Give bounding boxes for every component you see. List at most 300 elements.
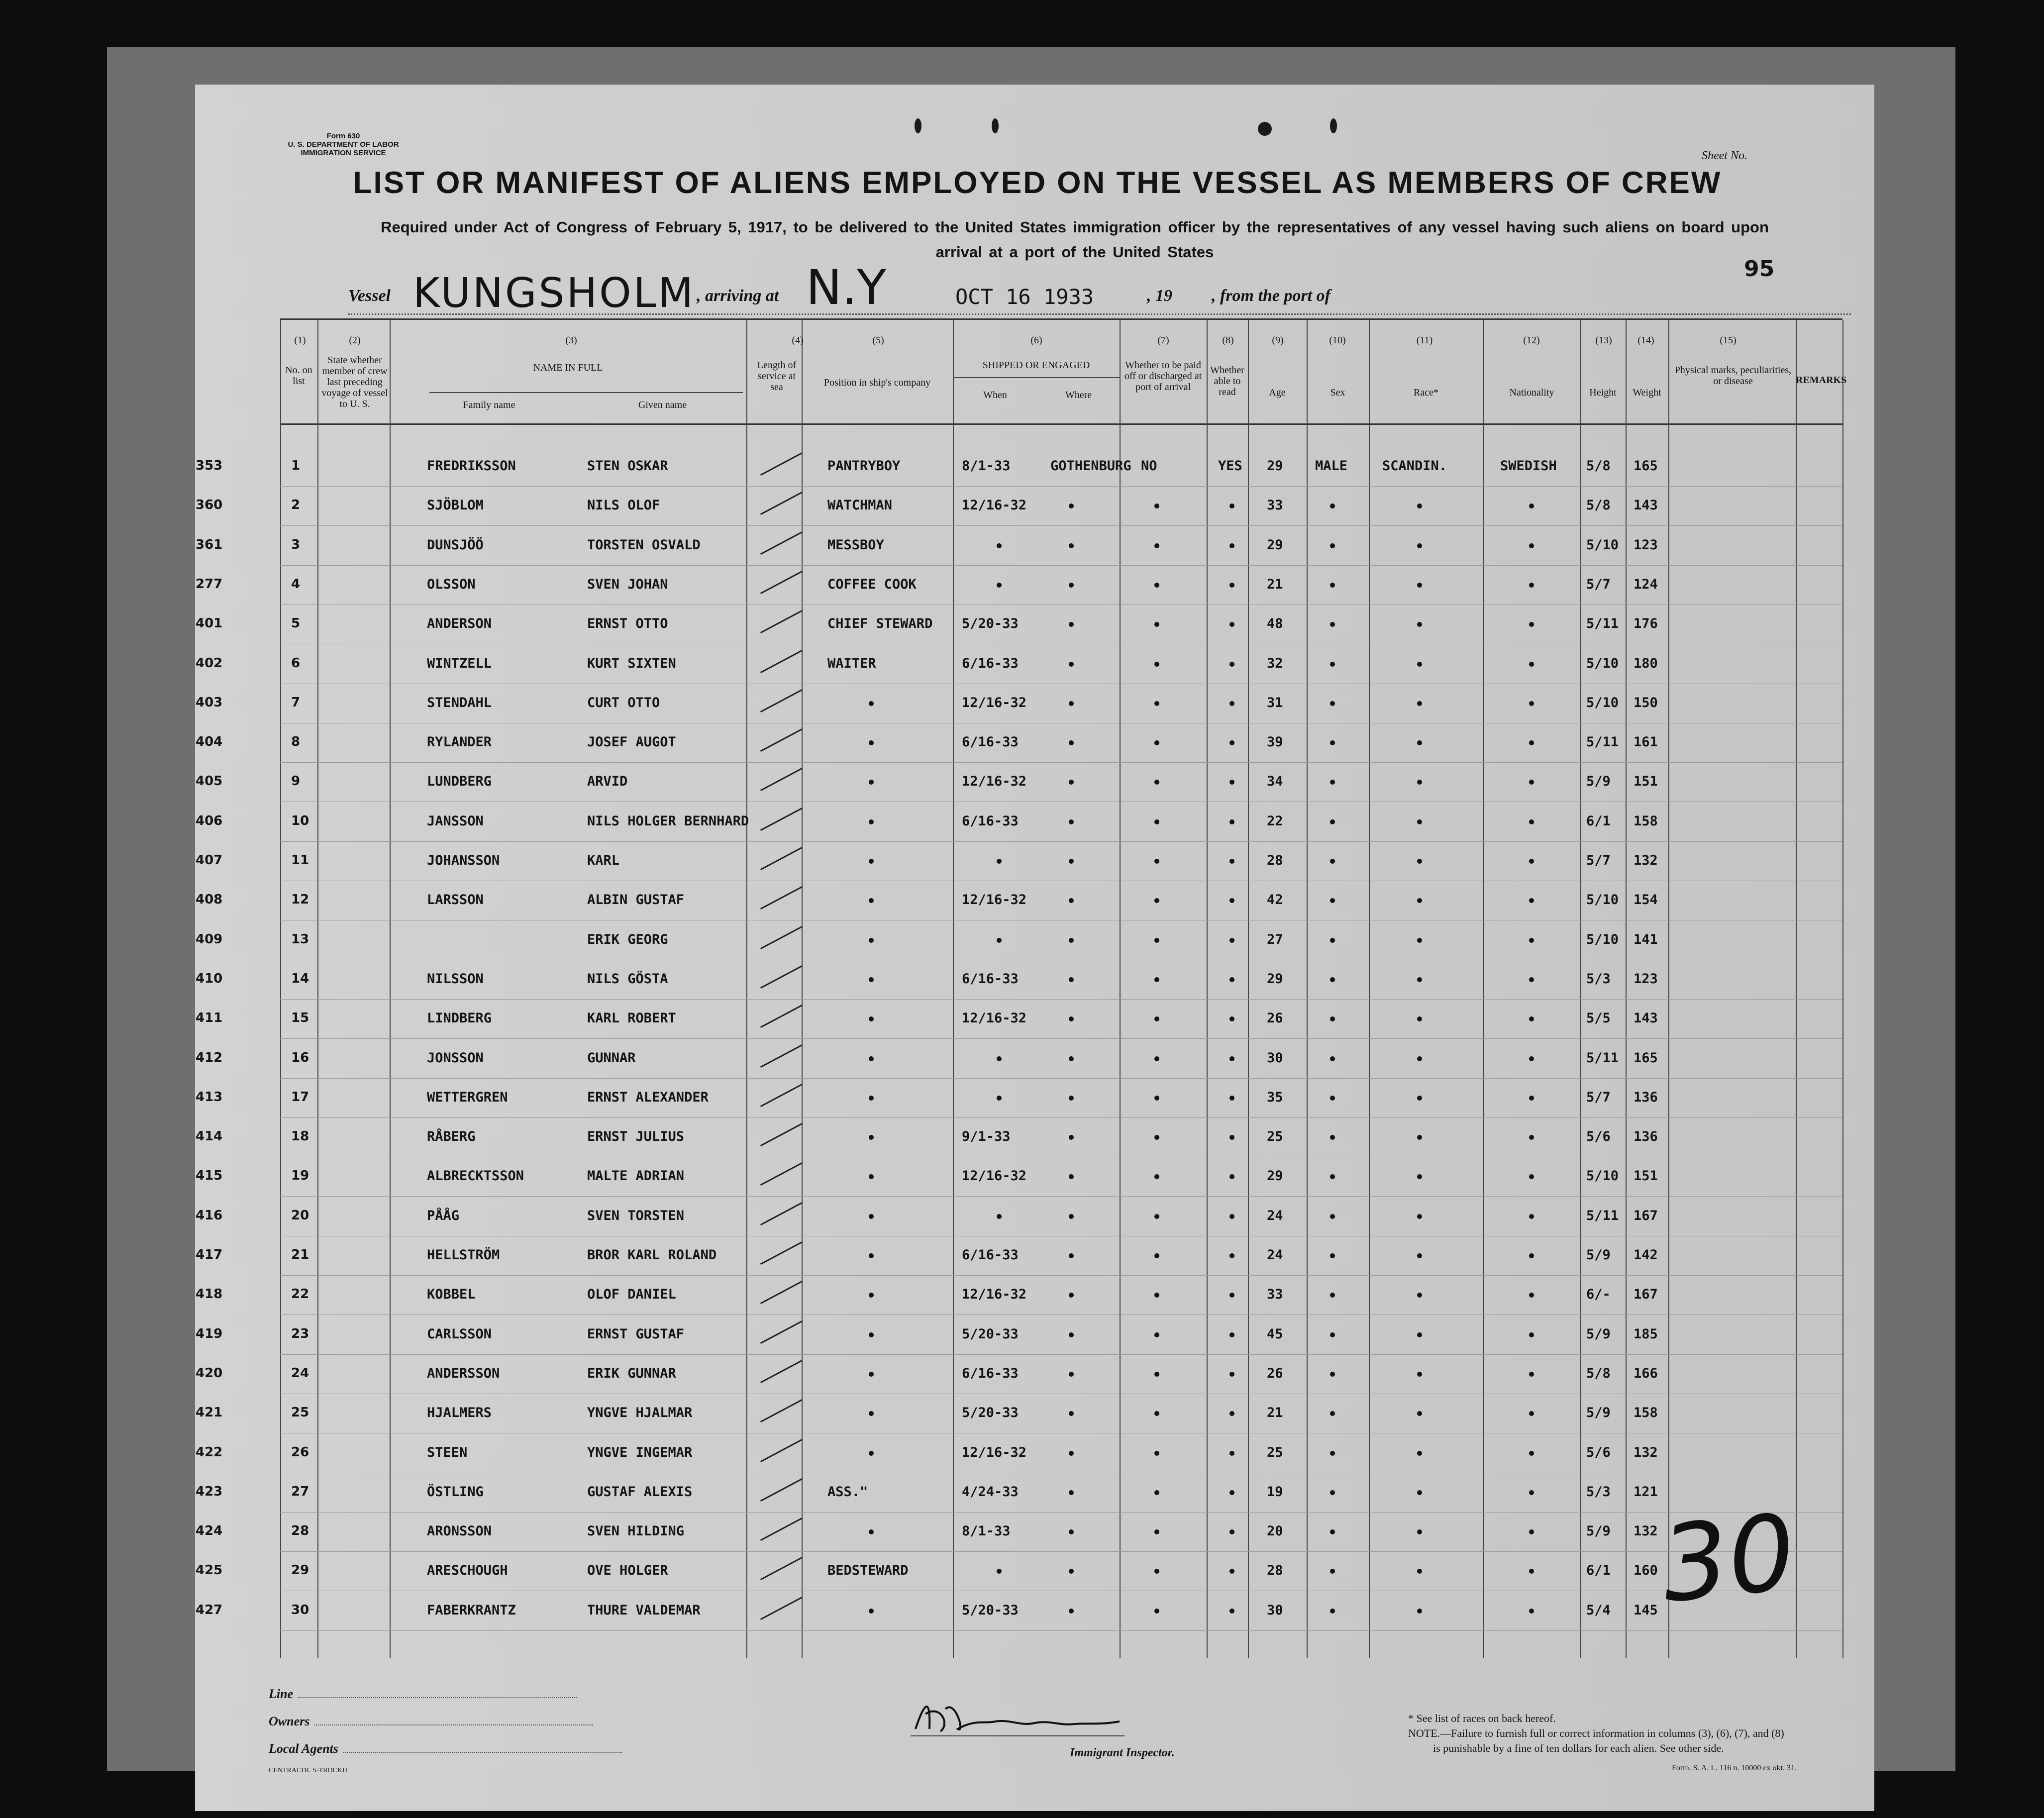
cell-when: 12/16-32 — [962, 498, 1027, 513]
cell-given: ERIK GEORG — [587, 931, 668, 947]
cell-left: 402 — [196, 655, 223, 671]
header-nationality: Nationality — [1509, 387, 1554, 398]
cell-left: 277 — [196, 576, 223, 592]
ditto-mark — [1529, 938, 1534, 943]
ditto-mark — [869, 1451, 874, 1456]
ditto-mark — [1154, 859, 1159, 864]
cell-age: 39 — [1267, 734, 1283, 750]
ditto-mark — [1417, 1451, 1422, 1456]
cell-family: HELLSTRÖM — [427, 1247, 500, 1263]
header-given-name: Given name — [638, 400, 687, 410]
ditto-mark — [869, 1214, 874, 1219]
ditto-mark — [1229, 1609, 1234, 1614]
col-num-15: (15) — [1720, 335, 1737, 346]
ditto-mark — [1069, 1490, 1074, 1495]
cell-weight: 151 — [1634, 774, 1658, 790]
ditto-mark — [1529, 1372, 1534, 1377]
ditto-mark — [1417, 859, 1422, 864]
ditto-mark — [1417, 1529, 1422, 1534]
cell-left: 419 — [196, 1326, 223, 1341]
service-check-mark — [760, 965, 803, 989]
cell-line: 8 — [291, 734, 301, 750]
ditto-mark — [869, 1411, 874, 1416]
cell-line: 19 — [291, 1168, 309, 1184]
cell-when: 5/20-33 — [962, 1326, 1019, 1342]
cell-left: 361 — [196, 537, 223, 552]
ditto-mark — [1330, 1490, 1335, 1495]
cell-position: COFFEE COOK — [827, 576, 917, 592]
ditto-mark — [1330, 898, 1335, 903]
cell-given: CURT OTTO — [587, 695, 660, 710]
ditto-mark — [1069, 1135, 1074, 1140]
cell-when: 6/16-33 — [962, 813, 1019, 829]
cell-line: 27 — [291, 1484, 309, 1499]
ditto-mark — [869, 1372, 874, 1377]
ditto-mark — [1154, 1451, 1159, 1456]
cell-family: SJÖBLOM — [427, 498, 484, 513]
cell-age: 26 — [1267, 1010, 1283, 1026]
cell-family: JOHANSSON — [427, 853, 500, 868]
cell-line: 30 — [291, 1602, 309, 1617]
header-race: Race* — [1414, 387, 1438, 398]
service-check-mark — [760, 1438, 803, 1462]
cell-line: 20 — [291, 1208, 309, 1223]
ditto-mark — [1330, 819, 1335, 824]
cell-weight: 165 — [1634, 1050, 1658, 1066]
row-rule — [280, 1551, 1842, 1552]
cell-nat: SWEDISH — [1500, 458, 1557, 474]
cell-weight: 176 — [1634, 616, 1658, 632]
cell-given: ERIK GUNNAR — [587, 1365, 676, 1381]
service-check-mark — [760, 1399, 803, 1422]
service-check-mark — [760, 1281, 803, 1304]
ditto-mark — [1229, 701, 1234, 706]
cell-line: 24 — [291, 1365, 309, 1381]
footnote-fine: is punishable by a fine of ten dollars for each alien. See other side. — [1433, 1742, 1724, 1754]
cell-line: 9 — [291, 774, 301, 789]
cell-weight: 160 — [1634, 1563, 1658, 1579]
col-num-11: (11) — [1416, 335, 1433, 346]
ditto-mark — [869, 1609, 874, 1614]
col-num-4: (4) — [792, 335, 804, 346]
cell-line: 17 — [291, 1089, 309, 1105]
ditto-mark — [1330, 1609, 1335, 1614]
cell-given: ERNST OTTO — [587, 616, 668, 632]
service-check-mark — [760, 1478, 803, 1502]
ditto-mark — [1154, 1253, 1159, 1258]
ditto-mark — [1417, 740, 1422, 745]
cell-age: 31 — [1267, 695, 1283, 710]
cell-weight: 143 — [1634, 498, 1658, 513]
ditto-mark — [1417, 1293, 1422, 1298]
ditto-mark — [1229, 583, 1234, 588]
service-check-mark — [760, 1005, 803, 1028]
ditto-mark — [869, 898, 874, 903]
cell-line: 28 — [291, 1523, 309, 1539]
ditto-mark — [1330, 504, 1335, 508]
ditto-mark — [1154, 1569, 1159, 1574]
cell-race: SCANDIN. — [1382, 458, 1447, 474]
ditto-mark — [1417, 1016, 1422, 1021]
service-check-mark — [760, 886, 803, 909]
ditto-mark — [1330, 622, 1335, 627]
ditto-mark — [997, 1056, 1002, 1061]
ditto-mark — [997, 938, 1002, 943]
ditto-mark — [1154, 662, 1159, 667]
cell-height: 5/9 — [1586, 1405, 1611, 1421]
col-num-12: (12) — [1523, 335, 1540, 346]
ditto-mark — [1330, 1372, 1335, 1377]
cell-family: PÅÅG — [427, 1208, 460, 1223]
ditto-mark — [1417, 1490, 1422, 1495]
ditto-mark — [1229, 1096, 1234, 1101]
cell-given: ERNST JULIUS — [587, 1129, 685, 1145]
cell-line: 12 — [291, 892, 309, 908]
ditto-mark — [1529, 1490, 1534, 1495]
cell-left: 408 — [196, 892, 223, 908]
ditto-mark — [869, 740, 874, 745]
row-rule — [280, 1275, 1842, 1276]
cell-left: 421 — [196, 1405, 223, 1420]
cell-height: 5/9 — [1586, 1326, 1611, 1342]
punch-hole — [1330, 118, 1337, 133]
ditto-mark — [1154, 1056, 1159, 1061]
ditto-mark — [1330, 1332, 1335, 1337]
cell-left: 422 — [196, 1444, 223, 1460]
ditto-mark — [869, 1293, 874, 1298]
ditto-mark — [1330, 1569, 1335, 1574]
cell-given: NILS OLOF — [587, 498, 660, 513]
col-num-13: (13) — [1595, 335, 1612, 346]
handwritten-total: 30 — [1655, 1491, 1801, 1626]
ditto-mark — [1417, 1174, 1422, 1179]
cell-when: 5/20-33 — [962, 1405, 1019, 1421]
row-rule — [280, 1630, 1842, 1631]
footer-owners-label: Owners — [269, 1714, 593, 1729]
cell-line: 22 — [291, 1287, 309, 1302]
cell-when: 6/16-33 — [962, 1247, 1019, 1263]
cell-age: 34 — [1267, 774, 1283, 790]
cell-given: ALBIN GUSTAF — [587, 892, 685, 908]
ditto-mark — [1069, 1016, 1074, 1021]
cell-given: TORSTEN OSVALD — [587, 537, 701, 553]
ditto-mark — [1330, 1253, 1335, 1258]
header-length-service: Length of service at sea — [757, 360, 797, 393]
cell-when: 12/16-32 — [962, 1010, 1027, 1026]
cell-weight: 121 — [1634, 1484, 1658, 1500]
ditto-mark — [1154, 1293, 1159, 1298]
printer-mark: CENTRALTR. S-TROCKH — [269, 1767, 348, 1774]
cell-height: 5/11 — [1586, 1208, 1619, 1223]
service-check-mark — [760, 1360, 803, 1383]
cell-height: 5/6 — [1586, 1129, 1611, 1145]
cell-weight: 142 — [1634, 1247, 1658, 1263]
cell-line: 18 — [291, 1129, 309, 1144]
cell-line: 13 — [291, 931, 309, 947]
cell-given: NILS HOLGER BERNHARD — [587, 813, 749, 829]
cell-weight: 161 — [1634, 734, 1658, 750]
cell-age: 24 — [1267, 1247, 1283, 1263]
ditto-mark — [1229, 1332, 1234, 1337]
ditto-mark — [1154, 938, 1159, 943]
ditto-mark — [1529, 1214, 1534, 1219]
cell-when: 12/16-32 — [962, 1287, 1027, 1303]
ditto-mark — [1529, 622, 1534, 627]
cell-line: 10 — [291, 813, 309, 828]
cell-weight: 185 — [1634, 1326, 1658, 1342]
ditto-mark — [1417, 1411, 1422, 1416]
cell-height: 5/10 — [1586, 655, 1619, 671]
ditto-mark — [1529, 1451, 1534, 1456]
cell-family: NILSSON — [427, 971, 484, 987]
ditto-mark — [1529, 1332, 1534, 1337]
ditto-mark — [1330, 662, 1335, 667]
cell-weight: 158 — [1634, 813, 1658, 829]
cell-weight: 180 — [1634, 655, 1658, 671]
cell-height: 5/8 — [1586, 498, 1611, 513]
row-rule — [280, 762, 1842, 763]
ditto-mark — [1069, 701, 1074, 706]
cell-height: 5/10 — [1586, 695, 1619, 710]
cell-given: SVEN JOHAN — [587, 576, 668, 592]
row-rule — [280, 1512, 1842, 1513]
ditto-mark — [1330, 1174, 1335, 1179]
ditto-mark — [1229, 938, 1234, 943]
ditto-mark — [1154, 1135, 1159, 1140]
cell-left: 424 — [196, 1523, 223, 1539]
cell-age: 28 — [1267, 1563, 1283, 1579]
cell-when: 5/20-33 — [962, 616, 1019, 632]
ditto-mark — [1330, 701, 1335, 706]
cell-where: GOTHENBURG — [1050, 458, 1131, 474]
ditto-mark — [1154, 1214, 1159, 1219]
ditto-mark — [1229, 1293, 1234, 1298]
footer-agents-label: Local Agents — [269, 1741, 622, 1756]
cell-when: 8/1-33 — [962, 458, 1011, 474]
ditto-mark — [1330, 1016, 1335, 1021]
cell-height: 5/10 — [1586, 892, 1619, 908]
ditto-mark — [997, 1214, 1002, 1219]
punch-hole — [992, 118, 999, 133]
col-num-2: (2) — [349, 335, 361, 346]
cell-left: 413 — [196, 1089, 223, 1105]
cell-family: HJALMERS — [427, 1405, 492, 1421]
cell-age: 21 — [1267, 1405, 1283, 1421]
ditto-mark — [1229, 1214, 1234, 1219]
cell-height: 6/1 — [1586, 813, 1611, 829]
cell-when: 9/1-33 — [962, 1129, 1011, 1145]
cell-position: CHIEF STEWARD — [827, 616, 933, 632]
cell-weight: 150 — [1634, 695, 1658, 710]
row-rule — [280, 841, 1842, 842]
ditto-mark — [1069, 622, 1074, 627]
cell-family: KOBBEL — [427, 1287, 476, 1303]
ditto-mark — [1330, 938, 1335, 943]
ditto-mark — [1229, 1016, 1234, 1021]
ditto-mark — [1417, 1569, 1422, 1574]
cell-left: 401 — [196, 616, 223, 631]
cell-family: ARESCHOUGH — [427, 1563, 508, 1579]
ditto-mark — [1417, 1214, 1422, 1219]
ditto-mark — [869, 1253, 874, 1258]
cell-family: WETTERGREN — [427, 1089, 508, 1105]
ditto-mark — [1154, 583, 1159, 588]
vessel-name: KUNGSHOLM — [413, 270, 696, 317]
ditto-mark — [1529, 1135, 1534, 1140]
cell-line: 6 — [291, 655, 301, 671]
header-name-in-full: NAME IN FULL — [533, 362, 603, 373]
ditto-mark — [1229, 1135, 1234, 1140]
ditto-mark — [1417, 1056, 1422, 1061]
ditto-mark — [869, 1332, 874, 1337]
cell-position: PANTRYBOY — [827, 458, 901, 474]
cell-weight: 132 — [1634, 853, 1658, 868]
ditto-mark — [1417, 898, 1422, 903]
ditto-mark — [1330, 543, 1335, 548]
cell-left: 404 — [196, 734, 223, 750]
ditto-mark — [1069, 1451, 1074, 1456]
ditto-mark — [1069, 543, 1074, 548]
service-check-mark — [760, 610, 803, 633]
ditto-mark — [1417, 622, 1422, 627]
service-check-mark — [760, 689, 803, 712]
cell-when: 12/16-32 — [962, 1168, 1027, 1184]
cell-family: LINDBERG — [427, 1010, 492, 1026]
ditto-mark — [1154, 977, 1159, 982]
ditto-mark — [1229, 543, 1234, 548]
cell-height: 5/6 — [1586, 1444, 1611, 1460]
ditto-mark — [1529, 1016, 1534, 1021]
col-num-9: (9) — [1272, 335, 1284, 346]
ditto-mark — [1529, 1253, 1534, 1258]
row-rule — [280, 1314, 1842, 1315]
ditto-mark — [1529, 701, 1534, 706]
ditto-mark — [1154, 898, 1159, 903]
cell-given: KARL ROBERT — [587, 1010, 676, 1026]
ditto-mark — [1154, 1332, 1159, 1337]
ditto-mark — [1069, 1253, 1074, 1258]
cell-height: 5/11 — [1586, 616, 1619, 632]
ditto-mark — [1069, 1293, 1074, 1298]
ditto-mark — [1154, 1411, 1159, 1416]
cell-when: 4/24-33 — [962, 1484, 1019, 1500]
cell-line: 23 — [291, 1326, 309, 1341]
ditto-mark — [869, 1096, 874, 1101]
ditto-mark — [1529, 740, 1534, 745]
cell-given: NILS GÖSTA — [587, 971, 668, 987]
footnote-note: NOTE.—Failure to furnish full or correct information in columns (3), (6), (7), and (8) — [1408, 1727, 1784, 1739]
cell-height: 6/1 — [1586, 1563, 1611, 1579]
ditto-mark — [1069, 1609, 1074, 1614]
ditto-mark — [997, 859, 1002, 864]
cell-family: LUNDBERG — [427, 774, 492, 790]
cell-weight: 158 — [1634, 1405, 1658, 1421]
cell-given: ERNST ALEXANDER — [587, 1089, 709, 1105]
cell-age: 25 — [1267, 1129, 1283, 1145]
service-check-mark — [760, 847, 803, 870]
header-able-read: Whether able to read — [1210, 365, 1244, 398]
ditto-mark — [1330, 740, 1335, 745]
cell-age: 30 — [1267, 1050, 1283, 1066]
ditto-mark — [1229, 504, 1234, 508]
ditto-mark — [1069, 1096, 1074, 1101]
cell-line: 1 — [291, 458, 301, 473]
cell-height: 5/5 — [1586, 1010, 1611, 1026]
ditto-mark — [869, 701, 874, 706]
cell-paid: NO — [1141, 458, 1157, 474]
service-check-mark — [760, 1162, 803, 1186]
cell-weight: 154 — [1634, 892, 1658, 908]
ditto-mark — [1069, 819, 1074, 824]
ditto-mark — [997, 1569, 1002, 1574]
ditto-mark — [1069, 1174, 1074, 1179]
cell-age: 33 — [1267, 1287, 1283, 1303]
ditto-mark — [1154, 819, 1159, 824]
cell-age: 28 — [1267, 853, 1283, 868]
cell-height: 5/10 — [1586, 931, 1619, 947]
ditto-mark — [1330, 1529, 1335, 1534]
ditto-mark — [1529, 1569, 1534, 1574]
ditto-mark — [1229, 819, 1234, 824]
cell-age: 45 — [1267, 1326, 1283, 1342]
ditto-mark — [1529, 1411, 1534, 1416]
cell-weight: 141 — [1634, 931, 1658, 947]
arriving-label: , arriving at — [697, 287, 779, 305]
service-check-mark — [760, 1557, 803, 1580]
ditto-mark — [869, 780, 874, 785]
header-age: Age — [1269, 387, 1286, 398]
ditto-mark — [997, 1096, 1002, 1101]
ditto-mark — [1154, 1490, 1159, 1495]
cell-weight: 123 — [1634, 537, 1658, 553]
ditto-mark — [1529, 543, 1534, 548]
ditto-mark — [1069, 780, 1074, 785]
ditto-mark — [1069, 1411, 1074, 1416]
service-check-mark — [760, 492, 803, 515]
ditto-mark — [1330, 1411, 1335, 1416]
cell-given: SVEN HILDING — [587, 1523, 685, 1539]
ditto-mark — [1229, 740, 1234, 745]
ditto-mark — [1069, 740, 1074, 745]
header-sex: Sex — [1330, 387, 1345, 398]
ditto-mark — [1229, 1529, 1234, 1534]
service-check-mark — [760, 1320, 803, 1343]
cell-left: 353 — [196, 458, 223, 473]
cell-family: ANDERSON — [427, 616, 492, 632]
cell-given: YNGVE INGEMAR — [587, 1444, 693, 1460]
ditto-mark — [1069, 1569, 1074, 1574]
ditto-mark — [1154, 622, 1159, 627]
cell-left: 423 — [196, 1484, 223, 1499]
punch-hole — [1258, 122, 1272, 136]
cell-family: FABERKRANTZ — [427, 1602, 516, 1618]
cell-weight: 123 — [1634, 971, 1658, 987]
cell-left: 403 — [196, 695, 223, 710]
service-check-mark — [760, 768, 803, 791]
ditto-mark — [1529, 898, 1534, 903]
col-num-14: (14) — [1637, 335, 1654, 346]
cell-height: 5/8 — [1586, 1365, 1611, 1381]
cell-line: 25 — [291, 1405, 309, 1420]
ditto-mark — [1417, 819, 1422, 824]
cell-when: 6/16-33 — [962, 734, 1019, 750]
cell-when: 6/16-33 — [962, 1365, 1019, 1381]
ditto-mark — [1529, 780, 1534, 785]
cell-height: 5/9 — [1586, 1523, 1611, 1539]
cell-read: YES — [1218, 458, 1242, 474]
cell-height: 5/11 — [1586, 1050, 1619, 1066]
ditto-mark — [1229, 780, 1234, 785]
